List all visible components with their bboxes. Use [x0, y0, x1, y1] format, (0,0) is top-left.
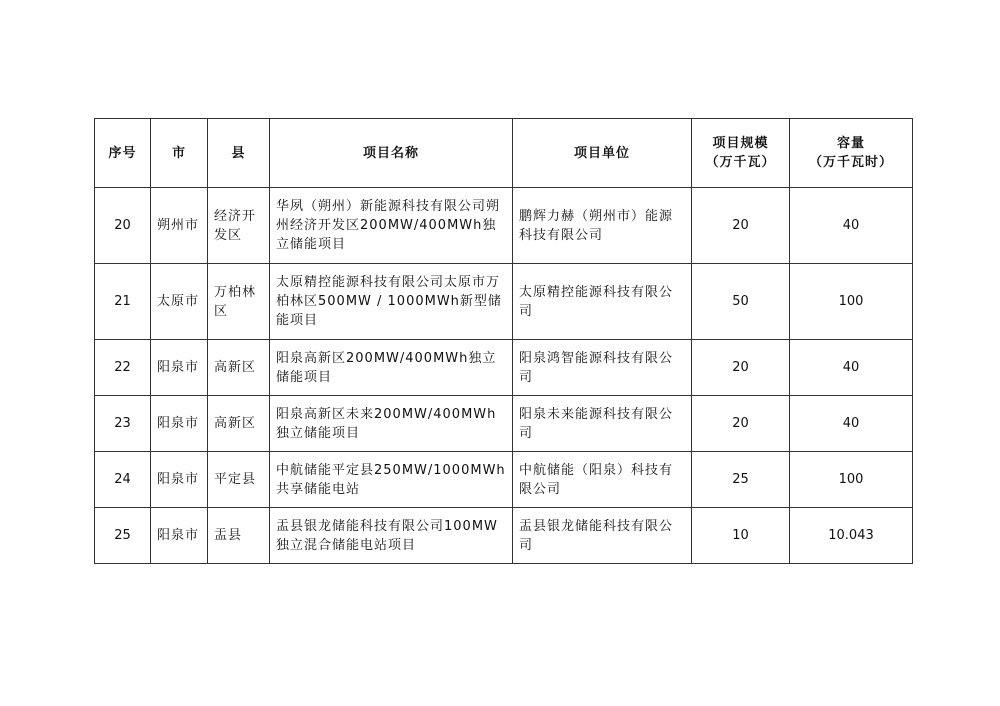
- cell-scale: 20: [692, 396, 790, 452]
- cell-scale: 50: [692, 264, 790, 340]
- cell-index: 23: [95, 396, 151, 452]
- cell-city: 阳泉市: [151, 452, 208, 508]
- cell-project-name: 太原精控能源科技有限公司太原市万柏林区500MW / 1000MWh新型储能项目: [270, 264, 513, 340]
- cell-capacity: 40: [790, 340, 913, 396]
- cell-scale: 10: [692, 508, 790, 564]
- cell-county: 高新区: [208, 340, 270, 396]
- table-row: [95, 264, 913, 340]
- header-project-name: 项目名称: [270, 119, 513, 188]
- project-table: [94, 118, 913, 564]
- cell-index: 22: [95, 340, 151, 396]
- header-index: 序号: [95, 119, 151, 188]
- cell-project-unit: 鹏辉力赫（朔州市）能源科技有限公司: [513, 188, 692, 264]
- cell-county: 经济开发区: [208, 188, 270, 264]
- cell-capacity: 10.043: [790, 508, 913, 564]
- cell-capacity: 40: [790, 396, 913, 452]
- cell-project-name: 阳泉高新区200MW/400MWh独立储能项目: [270, 340, 513, 396]
- cell-county: 盂县: [208, 508, 270, 564]
- header-project-unit: 项目单位: [513, 119, 692, 188]
- header-city: 市: [151, 119, 208, 188]
- cell-capacity: 100: [790, 452, 913, 508]
- table-row: [95, 396, 913, 452]
- cell-index: 25: [95, 508, 151, 564]
- cell-county: 高新区: [208, 396, 270, 452]
- cell-capacity: 100: [790, 264, 913, 340]
- header-capacity-line2: （万千瓦时）: [808, 155, 893, 170]
- header-county: 县: [208, 119, 270, 188]
- cell-scale: 20: [692, 340, 790, 396]
- table-row: [95, 188, 913, 264]
- cell-project-name: 华夙（朔州）新能源科技有限公司朔州经济开发区200MW/400MWh独立储能项目: [270, 188, 513, 264]
- header-scale-line1: 项目规模: [712, 136, 769, 151]
- table-row: [95, 452, 913, 508]
- table-row: [95, 340, 913, 396]
- cell-city: 太原市: [151, 264, 208, 340]
- cell-index: 20: [95, 188, 151, 264]
- cell-project-unit: 太原精控能源科技有限公司: [513, 264, 692, 340]
- cell-scale: 25: [692, 452, 790, 508]
- header-capacity-line1: 容量: [836, 136, 865, 151]
- cell-project-unit: 中航储能（阳泉）科技有限公司: [513, 452, 692, 508]
- cell-project-unit: 阳泉未来能源科技有限公司: [513, 396, 692, 452]
- cell-project-name: 阳泉高新区未来200MW/400MWh独立储能项目: [270, 396, 513, 452]
- cell-project-name: 盂县银龙储能科技有限公司100MW独立混合储能电站项目: [270, 508, 513, 564]
- cell-index: 24: [95, 452, 151, 508]
- header-scale: [692, 119, 790, 188]
- cell-project-name: 中航储能平定县250MW/1000MWh共享储能电站: [270, 452, 513, 508]
- cell-scale: 20: [692, 188, 790, 264]
- cell-city: 阳泉市: [151, 340, 208, 396]
- cell-county: 平定县: [208, 452, 270, 508]
- cell-index: 21: [95, 264, 151, 340]
- cell-county: 万柏林区: [208, 264, 270, 340]
- cell-city: 阳泉市: [151, 396, 208, 452]
- table-header-row: [95, 119, 913, 188]
- cell-project-unit: 盂县银龙储能科技有限公司: [513, 508, 692, 564]
- table-row: [95, 508, 913, 564]
- cell-project-unit: 阳泉鸿智能源科技有限公司: [513, 340, 692, 396]
- cell-city: 朔州市: [151, 188, 208, 264]
- header-capacity: [790, 119, 913, 188]
- cell-city: 阳泉市: [151, 508, 208, 564]
- header-scale-line2: （万千瓦）: [705, 155, 776, 170]
- cell-capacity: 40: [790, 188, 913, 264]
